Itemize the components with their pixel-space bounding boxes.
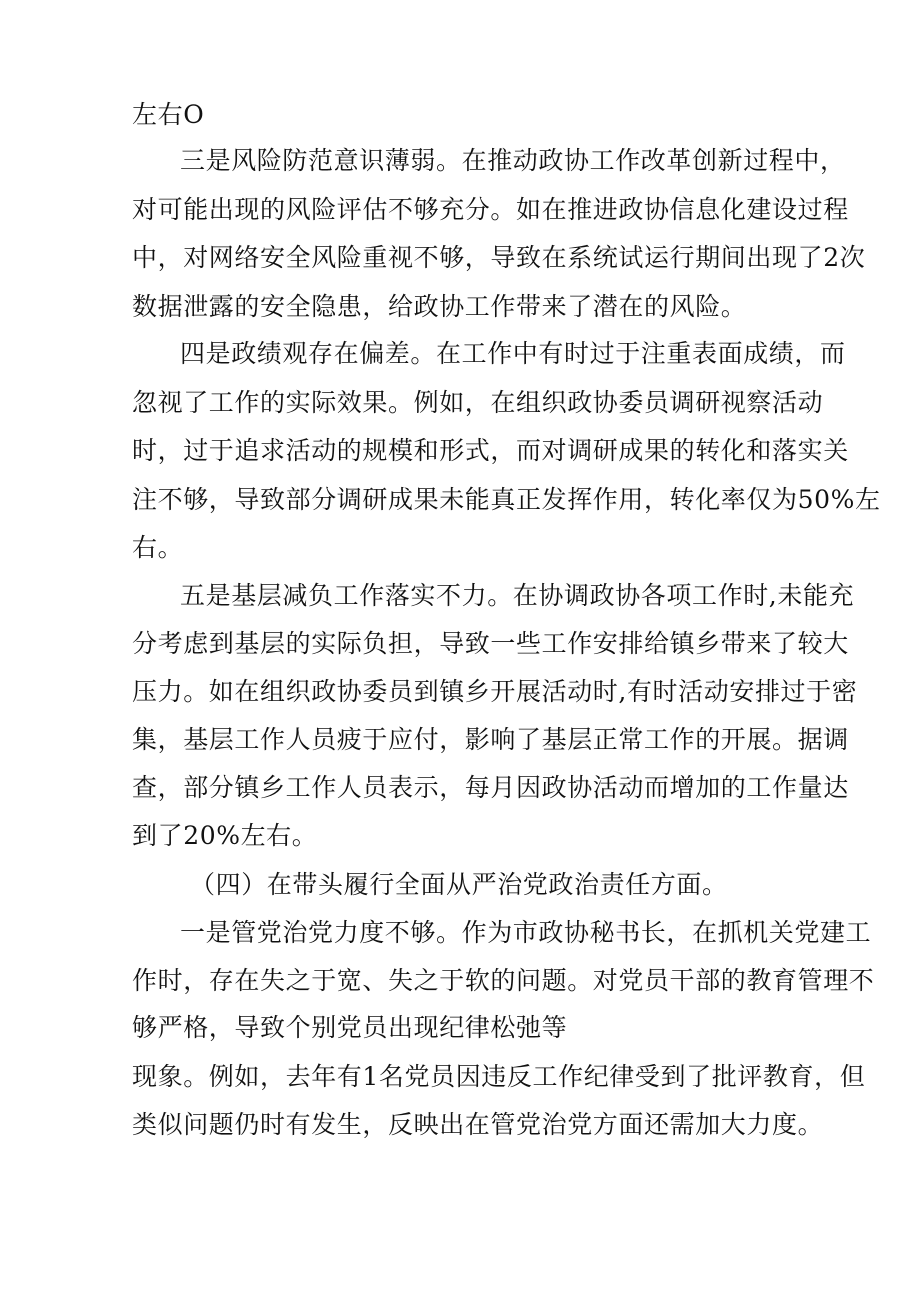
text-line: 对可能出现的风险评估不够充分。如在推进政协信息化建设过程 xyxy=(132,195,849,224)
text-line: 四是政绩观存在偏差。在工作中有时过于注重表面成绩，而 xyxy=(180,339,846,368)
text-line: 作时，存在失之于宽、失之于软的问题。对党员干部的教育管理不 xyxy=(132,966,875,995)
text-line: 左右O xyxy=(132,100,205,129)
text-line: 五是基层减负工作落实不力。在协调政协各项工作时,未能充 xyxy=(180,581,855,610)
section-heading: （四）在带头履行全面从严治党政治责任方面。 xyxy=(190,870,728,899)
text-line: 三是风险防范意识薄弱。在推动政协工作改革创新过程中， xyxy=(180,146,846,175)
text-line: 注不够，导致部分调研成果未能真正发挥作用，转化率仅为50%左 xyxy=(132,485,881,514)
text-line: 类似问题仍时有发生，反映出在管党治党方面还需加大力度。 xyxy=(132,1110,824,1139)
text-line: 忽视了工作的实际效果。例如，在组织政协委员调研视察活动 xyxy=(132,388,824,417)
text-line: 集，基层工作人员疲于应付，影响了基层正常工作的开展。据调 xyxy=(132,725,849,754)
text-line: 分考虑到基层的实际负担，导致一些工作安排给镇乡带来了较大 xyxy=(132,629,849,658)
text-line: 现象。例如，去年有1名党员因违反工作纪律受到了批评教育，但 xyxy=(132,1062,866,1091)
text-line: 够严格，导致个别党员出现纪律松弛等 xyxy=(132,1013,568,1042)
text-line: 到了20%左右。 xyxy=(132,821,318,850)
text-line: 时，过于追求活动的规模和形式，而对调研成果的转化和落实关 xyxy=(132,436,849,465)
text-line: 一是管党治党力度不够。作为市政协秘书长，在抓机关党建工 xyxy=(180,918,872,947)
text-line: 查，部分镇乡工作人员表示，每月因政协活动而增加的工作量达 xyxy=(132,773,849,802)
text-line: 数据泄露的安全隐患，给政协工作带来了潜在的风险。 xyxy=(132,292,747,321)
text-line: 右。 xyxy=(132,533,184,562)
text-line: 中，对网络安全风险重视不够，导致在系统试运行期间出现了2次 xyxy=(132,243,866,272)
text-line: 压力。如在组织政协委员到镇乡开展活动时,有时活动安排过于密 xyxy=(132,677,858,706)
